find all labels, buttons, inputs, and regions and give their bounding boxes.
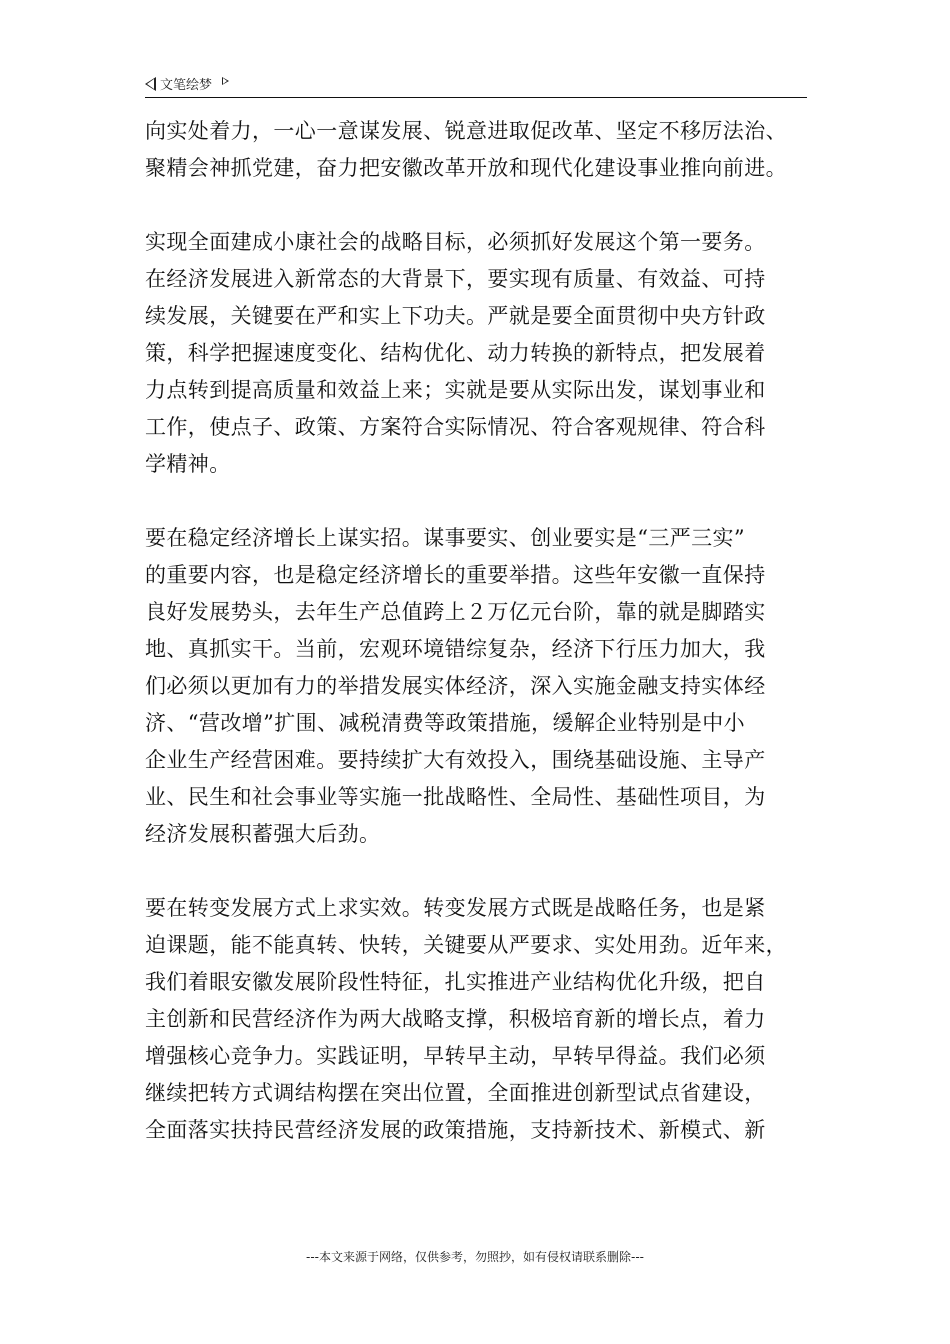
document-body xyxy=(145,113,807,1186)
text-line: 实现全面建成小康社会的战略目标，必须抓好发展这个第一要务。 xyxy=(145,230,766,254)
text-line: 继续把转方式调结构摆在突出位置，全面推进创新型试点省建设， xyxy=(145,1081,766,1105)
paragraph-4 xyxy=(145,890,807,1149)
paragraph-2 xyxy=(145,224,807,483)
text-line: 工作，使点子、政策、方案符合实际情况、符合客观规律、符合科 xyxy=(145,415,766,439)
text-line: 的重要内容，也是稳定经济增长的重要举措。这些年安徽一直保持 xyxy=(145,563,766,587)
text-line: 聚精会神抓党建，奋力把安徽改革开放和现代化建设事业推向前进。 xyxy=(145,156,787,180)
text-line: 们必须以更加有力的举措发展实体经济，深入实施金融支持实体经 xyxy=(145,674,766,698)
text-line: 力点转到提高质量和效益上来；实就是要从实际出发，谋划事业和 xyxy=(145,378,766,402)
header-brand xyxy=(145,74,229,93)
text-line: 全面落实扶持民营经济发展的政策措施，支持新技术、新模式、新 xyxy=(145,1118,766,1142)
text-line: 我们着眼安徽发展阶段性特征，扎实推进产业结构优化升级，把自 xyxy=(145,970,766,994)
triangle-left-icon xyxy=(145,77,156,91)
text-line: 企业生产经营困难。要持续扩大有效投入，围绕基础设施、主导产 xyxy=(145,748,766,772)
page-header xyxy=(145,74,807,98)
text-line: 济、“营改增”扩围、减税清费等政策措施，缓解企业特别是中小 xyxy=(145,711,746,735)
text-line: 在经济发展进入新常态的大背景下，要实现有质量、有效益、可持 xyxy=(145,267,766,291)
paragraph-1 xyxy=(145,113,807,187)
footer-notice: ---本文来源于网络，仅供参考，勿照抄，如有侵权请联系删除--- xyxy=(306,1250,644,1264)
text-line: 主创新和民营经济作为两大战略支撑，积极培育新的增长点，着力 xyxy=(145,1007,766,1031)
text-line: 续发展，关键要在严和实上下功夫。严就是要全面贯彻中央方针政 xyxy=(145,304,766,328)
text-line: 要在转变发展方式上求实效。转变发展方式既是战略任务，也是紧 xyxy=(145,896,766,920)
text-line: 经济发展积蓄强大后劲。 xyxy=(145,822,381,846)
text-line: 向实处着力，一心一意谋发展、锐意进取促改革、坚定不移厉法治、 xyxy=(145,119,787,143)
text-line: 增强核心竞争力。实践证明，早转早主动，早转早得益。我们必须 xyxy=(145,1044,766,1068)
header-divider xyxy=(145,97,807,98)
triangle-right-icon xyxy=(222,77,229,85)
text-line: 策，科学把握速度变化、结构优化、动力转换的新特点，把发展着 xyxy=(145,341,766,365)
brand-name: 文笔绘梦 xyxy=(160,78,213,93)
text-line: 良好发展势头，去年生产总值跨上２万亿元台阶，靠的就是脚踏实 xyxy=(145,600,766,624)
text-line: 业、民生和社会事业等实施一批战略性、全局性、基础性项目，为 xyxy=(145,785,766,809)
text-line: 要在稳定经济增长上谋实招。谋事要实、创业要实是“三严三实” xyxy=(145,526,746,550)
text-line: 学精神。 xyxy=(145,452,231,476)
paragraph-3 xyxy=(145,520,807,853)
text-line: 迫课题，能不能真转、快转，关键要从严要求、实处用劲。近年来， xyxy=(145,933,787,957)
text-line: 地、真抓实干。当前，宏观环境错综复杂，经济下行压力加大，我 xyxy=(145,637,766,661)
